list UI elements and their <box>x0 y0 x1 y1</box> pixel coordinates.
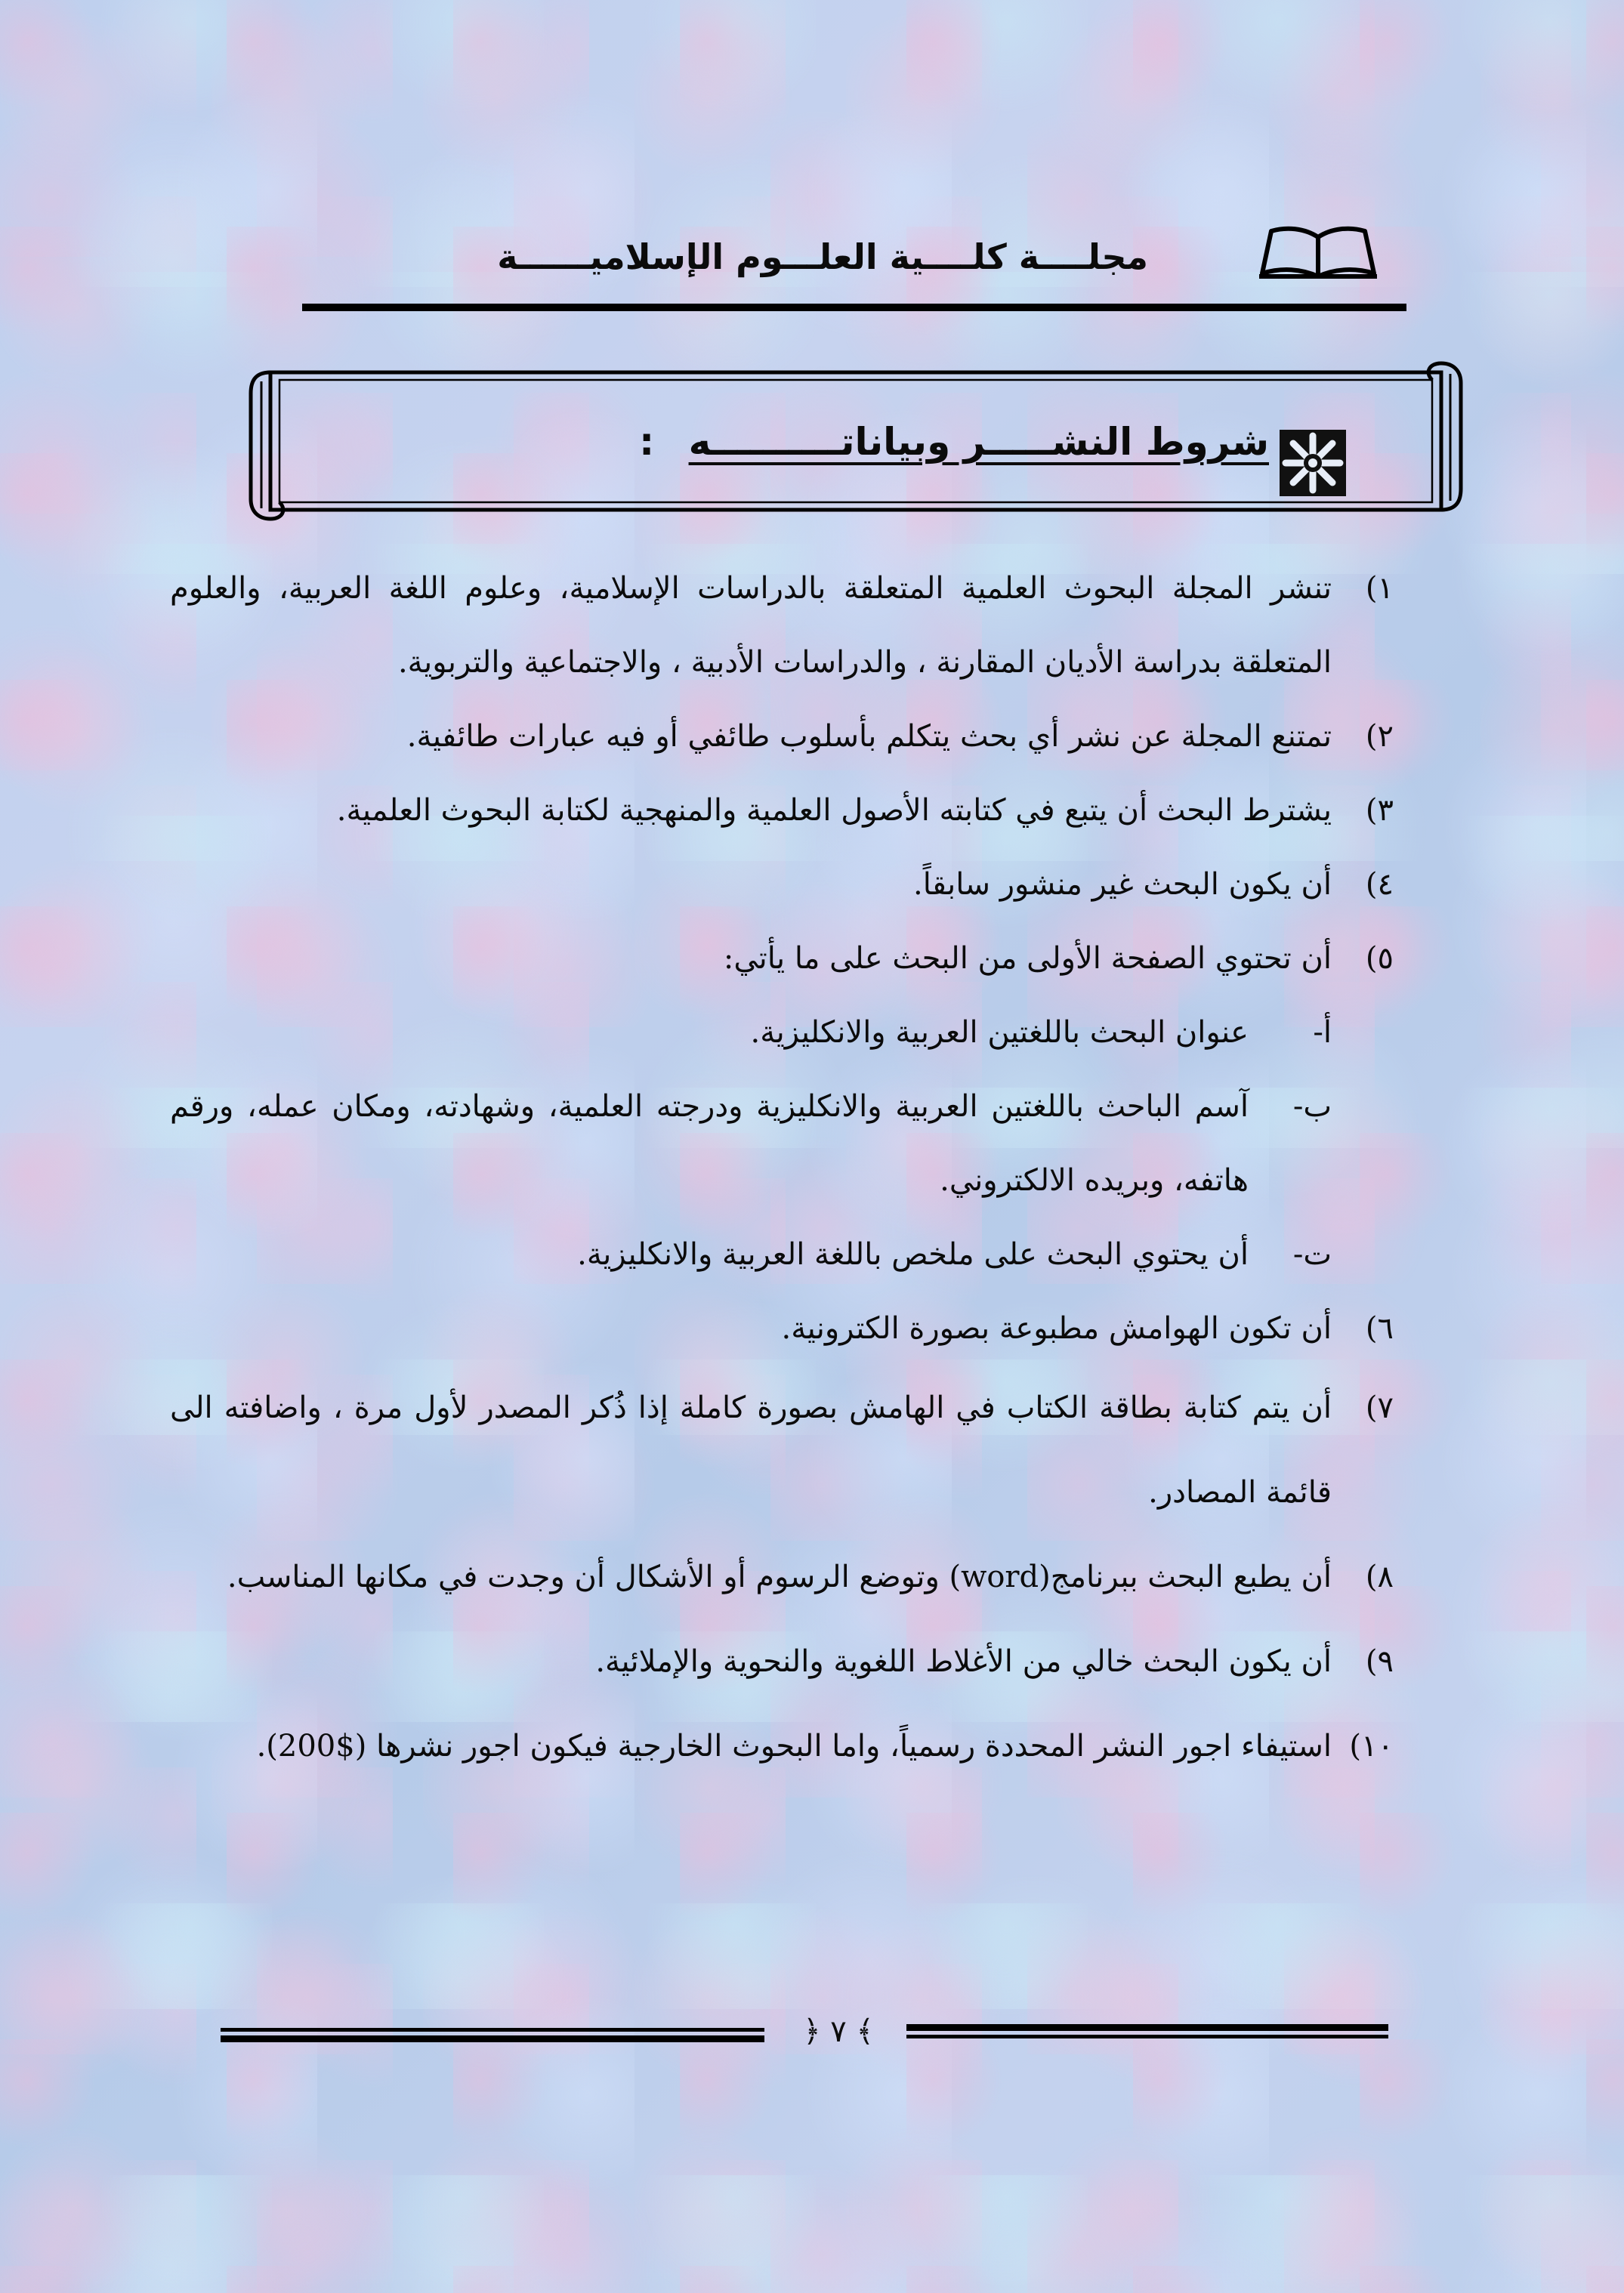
item-text: يشترط البحث أن يتبع في كتابته الأصول العلمية والمنهجية لكتابة البحوث العلمية. <box>336 793 1332 828</box>
sub-item-text: أن يحتوي البحث على ملخص باللغة العربية والانكليزية. <box>577 1237 1249 1272</box>
item-number: ١٠) <box>1349 1729 1394 1764</box>
item-text: أن تكون الهوامش مطبوعة بصورة الكترونية. <box>781 1311 1332 1346</box>
item-number: ٩) <box>1365 1644 1394 1679</box>
footer-rule-left <box>221 2028 764 2043</box>
item-text: تنشر المجلة البحوث العلمية المتعلقة بالدراسات الإسلامية، وعلوم اللغة العربية، والعلوم المتعلقة بدراسة الأديان المقارنة ، والدراسات الأدبية ، والاجتماعية والتربوية. <box>170 571 1332 680</box>
sub-item-text: عنوان البحث باللغتين العربية والانكليزية. <box>750 1015 1249 1050</box>
item-number: ٥) <box>1365 941 1394 976</box>
item-text: استيفاء اجور النشر المحددة رسمياً، واما البحوث الخارجية فيكون اجور نشرها ($200). <box>256 1729 1332 1764</box>
section-title-text: شروط النشـــــر وبياناتــــــــــه <box>688 420 1269 464</box>
sub-item-text: آسم الباحث باللغتين العربية والانكليزية ودرجته العلمية، وشهادته، ومكان عمله، ورقم هاتفه، وبريده الالكتروني. <box>170 1089 1249 1198</box>
item-number: ٨) <box>1365 1560 1394 1594</box>
snowflake-icon <box>1277 427 1349 499</box>
condition-item <box>170 551 1394 699</box>
sub-item-letter: ت- <box>1292 1237 1332 1272</box>
condition-item <box>170 699 1394 773</box>
item-number: ٢) <box>1365 719 1394 754</box>
condition-item <box>170 1292 1394 1366</box>
header-rule <box>302 304 1406 311</box>
sub-item <box>170 995 1332 1069</box>
condition-item <box>170 1366 1394 1535</box>
item-text: أن يطبع البحث ببرنامج(word) وتوضع الرسوم أو الأشكال أن وجدت في مكانها المناسب. <box>227 1560 1332 1594</box>
page-number: ﴿ ٧ ﴾ <box>803 2014 874 2049</box>
item-text: أن يكون البحث خالي من الأغلاط اللغوية والنحوية والإملائية. <box>595 1644 1332 1679</box>
item-text: أن تحتوي الصفحة الأولى من البحث على ما يأتي: <box>723 941 1332 976</box>
item-number: ١) <box>1365 571 1394 606</box>
sub-item-letter: ب- <box>1292 1089 1332 1124</box>
sub-item <box>170 1069 1332 1217</box>
publication-conditions <box>170 551 1394 1788</box>
item-number: ٣) <box>1365 793 1394 828</box>
section-title-colon: : <box>639 420 655 464</box>
item-number: ٦) <box>1365 1311 1394 1346</box>
item-text: أن يكون البحث غير منشور سابقاً. <box>913 867 1332 902</box>
item-number: ٧) <box>1365 1390 1394 1425</box>
condition-item <box>170 1619 1394 1704</box>
condition-item <box>170 773 1394 847</box>
item-number: ٤) <box>1365 867 1394 902</box>
item-text: أن يتم كتابة بطاقة الكتاب في الهامش بصورة كاملة إذا ذُكر المصدر لأول مرة ، واضافته الى قائمة المصادر. <box>170 1390 1332 1510</box>
journal-title: مجلــــة كلــــية العلـــوم الإسلاميــــــة <box>497 236 1148 277</box>
condition-item <box>170 1535 1394 1619</box>
section-title <box>604 408 1269 476</box>
sub-item <box>170 1217 1332 1292</box>
condition-item <box>170 847 1394 921</box>
condition-item <box>170 921 1394 995</box>
open-book-icon <box>1258 221 1379 281</box>
condition-item <box>170 1704 1394 1788</box>
sub-item-letter: أ- <box>1313 1015 1332 1050</box>
item-text: تمتنع المجلة عن نشر أي بحث يتكلم بأسلوب طائفي أو فيه عبارات طائفية. <box>406 719 1332 754</box>
footer-rule-right <box>906 2024 1388 2039</box>
